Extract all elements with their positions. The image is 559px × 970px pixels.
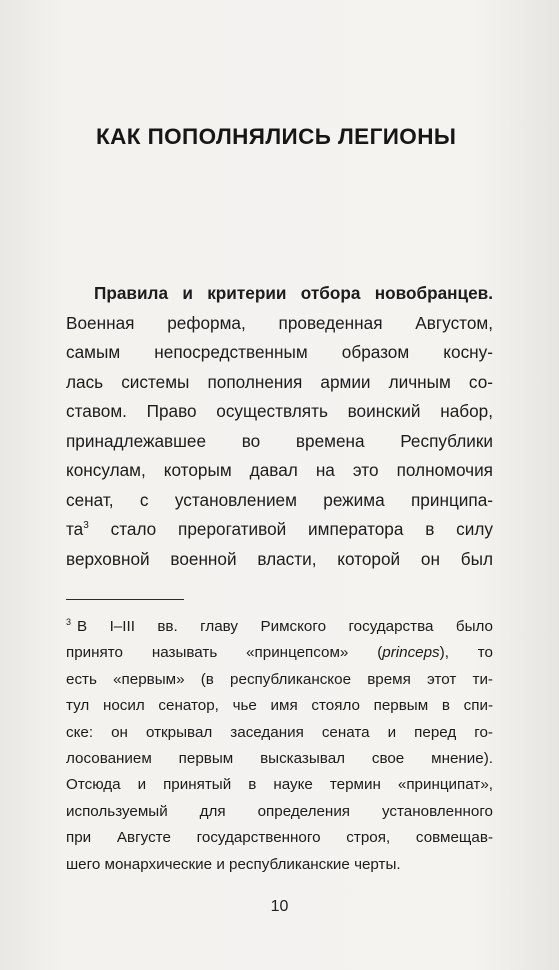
chapter-title: КАК ПОПОЛНЯЛИСЬ ЛЕГИОНЫ: [96, 124, 457, 149]
footnote-text: ), то: [439, 644, 493, 662]
text-line: ставом. Право осуществлять воинский набор,: [66, 401, 493, 421]
text-line: самым непосредственным образом косну-: [66, 342, 493, 362]
footnote-divider: [66, 599, 184, 600]
text-line: Военная реформа, проведенная Августом,: [66, 312, 493, 333]
footnote-line: используемый для определения установленного: [66, 802, 493, 820]
footnote-line: [66, 640, 493, 666]
footnote-marker: 3: [66, 617, 72, 627]
text-line: лась системы пополнения армии личным со-: [66, 371, 493, 392]
text-line: консулам, которым давал на это полномочия: [66, 460, 493, 480]
footnote: [66, 614, 493, 878]
text-line: принадлежавшее во времена Республики: [66, 430, 493, 451]
main-text: [66, 279, 493, 574]
latin-term: princeps: [382, 644, 440, 662]
footnote-reference[interactable]: 3: [83, 520, 89, 531]
text-fragment: стало прерогативой императора в силу: [88, 519, 493, 539]
footnote-line: есть «первым» (в республиканское время этот ти-: [66, 670, 493, 688]
footnote-line: лосованием первым высказывал свое мнение).: [66, 750, 493, 768]
text-line: верховной военной власти, которой он был: [66, 548, 493, 569]
footnote-line: [66, 614, 493, 640]
text-fragment: та: [66, 519, 84, 539]
text-line-with-footnote: [66, 515, 493, 545]
page-number: 10: [270, 898, 289, 915]
footnote-line: Отсюда и принятый в науке термин «принципат»,: [66, 776, 493, 794]
footnote-text: В I–III вв. главу Римского государства было: [77, 618, 493, 635]
footnote-line: шего монархические и республиканские черты.: [66, 855, 401, 873]
footnote-line: при Августе государственного строя, совмещав-: [66, 829, 493, 847]
footnote-line: тул носил сенатор, чье имя стояло первым в спи-: [66, 697, 493, 715]
text-line: сенат, с установлением режима принципа-: [66, 489, 493, 510]
section-heading: Правила и критерии отбора новобранцев.: [94, 283, 493, 303]
footnote-text: принято называть «принцепсом» (: [66, 644, 383, 662]
footnote-line: ске: он открывал заседания сената и перед го-: [66, 723, 493, 741]
